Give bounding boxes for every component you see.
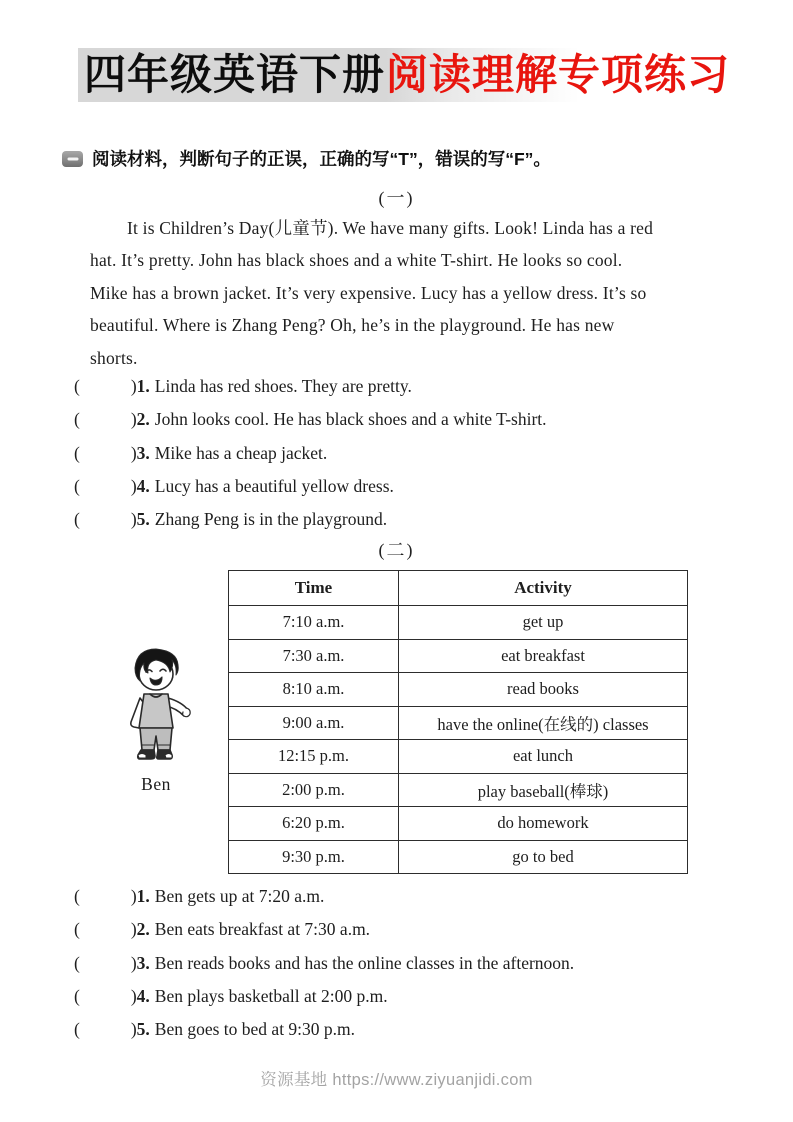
instruction-row [62, 146, 551, 171]
question-list-two [74, 880, 574, 1046]
question-row [74, 470, 547, 503]
question-number: 3. [136, 952, 150, 973]
question-row [74, 1013, 574, 1046]
question-row [74, 437, 547, 470]
ben-figure [106, 644, 206, 795]
question-row [74, 403, 547, 436]
activity-cell: have the online(在线的) classes [399, 706, 688, 740]
question-number: 2. [136, 919, 150, 940]
table-row [229, 807, 688, 841]
footer-link[interactable]: https://www.ziyuanjidi.com [332, 1071, 533, 1089]
activity-cell: eat breakfast [399, 639, 688, 673]
time-cell: 8:10 a.m. [229, 673, 399, 707]
table-row [229, 740, 688, 774]
ben-label: Ben [141, 774, 171, 794]
page-title-black: 四年级英语下册 [78, 48, 386, 102]
question-row [74, 503, 547, 536]
passage-line: Mike has a brown jacket. It’s very expensive. Lucy has a yellow dress. It’s so [90, 282, 647, 303]
table-row [229, 840, 688, 874]
answer-blank: ( ) [74, 509, 137, 530]
footer-site-name: 资源基地 [260, 1071, 328, 1089]
activity-cell: go to bed [399, 840, 688, 874]
instruction-text: 阅读材料，判断句子的正误，正确的写“T”，错误的写“F”。 [92, 149, 551, 169]
activity-cell: eat lunch [399, 740, 688, 774]
question-number: 1. [136, 376, 150, 396]
schedule-table [228, 570, 688, 874]
question-row [74, 913, 574, 946]
answer-blank: ( ) [74, 1019, 137, 1040]
question-text: Ben gets up at 7:20 a.m. [154, 886, 325, 906]
answer-blank: ( ) [74, 952, 137, 973]
table-row [229, 606, 688, 640]
question-text: Ben goes to bed at 9:30 p.m. [154, 1019, 356, 1040]
passage-line: hat. It’s pretty. John has black shoes and a white T-shirt. He looks so cool. [90, 250, 623, 271]
section-one-header: (一) [378, 188, 415, 208]
passage-line: shorts. [90, 347, 138, 368]
question-text: Ben reads books and has the online classes in the afternoon. [154, 952, 575, 973]
passage-line: beautiful. Where is Zhang Peng? Oh, he’s in the playground. He has new [90, 315, 615, 336]
question-number: 1. [136, 886, 150, 906]
question-number: 5. [136, 509, 150, 530]
page-title [78, 48, 738, 102]
answer-blank: ( ) [74, 919, 137, 940]
activity-cell: read books [399, 673, 688, 707]
table-row [229, 773, 688, 807]
dash-badge-icon [62, 151, 83, 167]
column-header-activity: Activity [399, 571, 688, 606]
question-number: 5. [136, 1019, 150, 1040]
answer-blank: ( ) [74, 985, 137, 1006]
question-number: 4. [136, 475, 150, 496]
table-header-row [229, 571, 688, 606]
question-text: Ben eats breakfast at 7:30 a.m. [154, 919, 371, 940]
question-text: Zhang Peng is in the playground. [154, 509, 388, 530]
activity-cell: do homework [399, 807, 688, 841]
page-title-red: 阅读理解专项练习 [386, 48, 738, 102]
passage-line: It is Children’s Day(儿童节). We have many gifts. Look! Linda has a red [127, 218, 654, 238]
question-text: Mike has a cheap jacket. [154, 442, 328, 463]
reading-passage [90, 212, 724, 374]
question-row [74, 980, 574, 1013]
question-row [74, 370, 547, 403]
table-row [229, 673, 688, 707]
table-row [229, 639, 688, 673]
time-cell: 12:15 p.m. [229, 740, 399, 774]
question-row [74, 947, 574, 980]
time-cell: 7:10 a.m. [229, 606, 399, 640]
question-list-one [74, 370, 547, 536]
time-cell: 7:30 a.m. [229, 639, 399, 673]
question-text: Lucy has a beautiful yellow dress. [154, 475, 394, 496]
section-two-header: (二) [378, 540, 415, 560]
time-cell: 2:00 p.m. [229, 773, 399, 807]
question-text: Linda has red shoes. They are pretty. [154, 376, 412, 396]
question-row [74, 880, 574, 913]
table-row [229, 706, 688, 740]
answer-blank: ( ) [74, 409, 137, 430]
answer-blank: ( ) [74, 442, 137, 463]
ben-illustration [110, 644, 202, 768]
answer-blank: ( ) [74, 376, 137, 396]
time-cell: 9:30 p.m. [229, 840, 399, 874]
time-cell: 6:20 p.m. [229, 807, 399, 841]
question-text: Ben plays basketball at 2:00 p.m. [154, 985, 388, 1006]
question-number: 3. [136, 442, 150, 463]
activity-cell: get up [399, 606, 688, 640]
question-number: 4. [136, 985, 150, 1006]
answer-blank: ( ) [74, 886, 137, 906]
answer-blank: ( ) [74, 475, 137, 496]
time-cell: 9:00 a.m. [229, 706, 399, 740]
footer [0, 1066, 793, 1090]
question-number: 2. [136, 409, 150, 430]
question-text: John looks cool. He has black shoes and a white T-shirt. [154, 409, 547, 430]
activity-cell: play baseball(棒球) [399, 773, 688, 807]
column-header-time: Time [229, 571, 399, 606]
